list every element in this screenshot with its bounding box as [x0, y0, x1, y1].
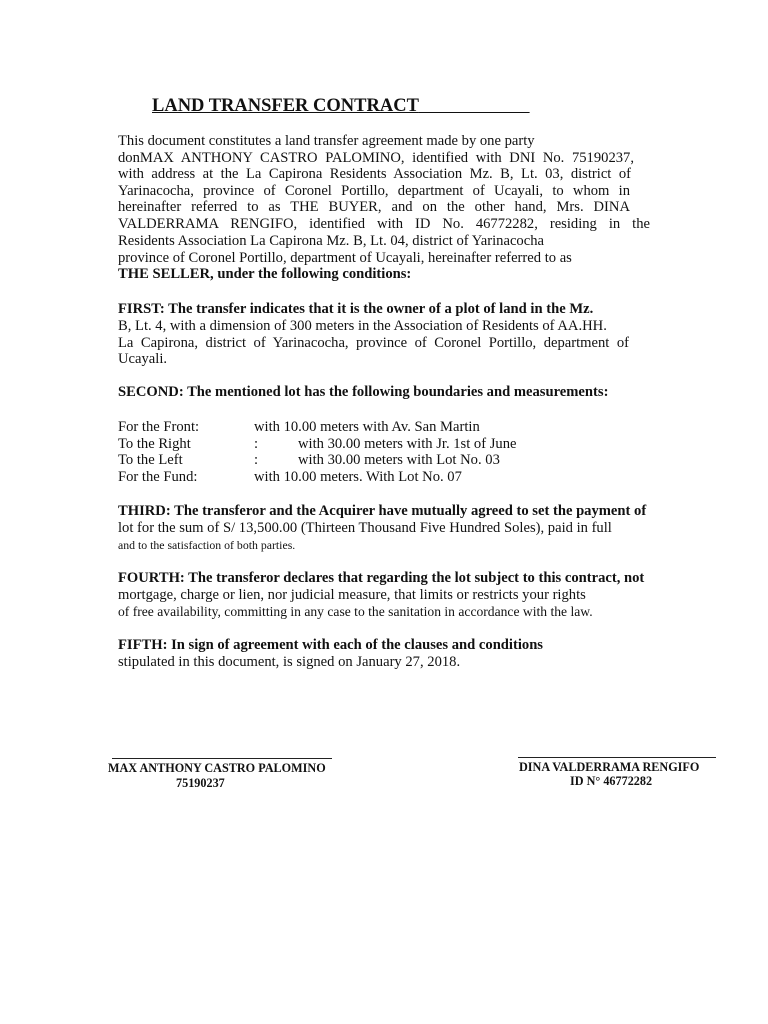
- document-title: LAND TRANSFER CONTRACT: [152, 96, 419, 116]
- intro-line-8: province of Coronel Portillo, department of Ucayali, hereinafter referred to as: [118, 250, 572, 266]
- boundary-value: with 30.00 meters with Jr. 1st of June: [298, 436, 517, 452]
- boundary-label: To the Right: [118, 436, 191, 452]
- clause-second-heading: SECOND: The mentioned lot has the following boundaries and measurements:: [118, 384, 609, 400]
- clause-third-line-3: and to the satisfaction of both parties.: [118, 538, 296, 552]
- boundary-value: with 10.00 meters with Av. San Martin: [254, 419, 480, 435]
- intro-line-6: VALDERRAMA RENGIFO, identified with ID No. 46772282, residing in the: [118, 216, 650, 232]
- intro-line-7: Residents Association La Capirona Mz. B, Lt. 04, district of Yarinacocha: [118, 233, 544, 249]
- buyer-signature-line: [112, 758, 332, 759]
- clause-fourth-heading: FOURTH: The transferor declares that regarding the lot subject to this contract, not: [118, 570, 645, 586]
- boundary-value: with 30.00 meters with Lot No. 03: [298, 452, 500, 468]
- intro-line-4: Yarinacocha, province of Coronel Portillo, department of Ucayali, to whom in: [118, 183, 630, 199]
- clause-third-line-2: lot for the sum of S/ 13,500.00 (Thirteen Thousand Five Hundred Soles), paid in full: [118, 520, 612, 536]
- clause-first-line-4: Ucayali.: [118, 351, 168, 367]
- clause-fifth-heading: FIFTH: In sign of agreement with each of the clauses and conditions: [118, 637, 543, 653]
- clause-first-heading: FIRST: The transfer indicates that it is the owner of a plot of land in the Mz.: [118, 301, 594, 317]
- buyer-id: 75190237: [176, 776, 225, 790]
- intro-line-3: with address at the La Capirona Residents Association Mz. B, Lt. 03, district of: [118, 166, 631, 182]
- intro-line-2: donMAX ANTHONY CASTRO PALOMINO, identified with DNI No. 75190237,: [118, 150, 634, 166]
- clause-fifth-line-2: stipulated in this document, is signed on January 27, 2018.: [118, 654, 461, 670]
- boundary-label: For the Fund:: [118, 469, 198, 485]
- boundary-separator: :: [254, 436, 259, 452]
- intro-line-1: This document constitutes a land transfer agreement made by one party: [118, 133, 535, 149]
- clause-first-line-3: La Capirona, district of Yarinacocha, province of Coronel Portillo, department of: [118, 335, 629, 351]
- seller-name: DINA VALDERRAMA RENGIFO: [519, 760, 700, 774]
- seller-id: ID N° 46772282: [570, 774, 653, 788]
- seller-definition: THE SELLER, under the following conditions:: [118, 266, 412, 282]
- clause-third-heading: THIRD: The transferor and the Acquirer have mutually agreed to set the payment of: [118, 503, 647, 519]
- boundary-separator: :: [254, 452, 259, 468]
- boundary-label: To the Left: [118, 452, 183, 468]
- buyer-name: MAX ANTHONY CASTRO PALOMINO: [108, 761, 326, 775]
- clause-first-line-2: B, Lt. 4, with a dimension of 300 meters in the Association of Residents of AA.HH.: [118, 318, 607, 334]
- seller-signature-line: [518, 757, 716, 758]
- intro-line-5: hereinafter referred to as THE BUYER, and on the other hand, Mrs. DINA: [118, 199, 630, 215]
- boundary-label: For the Front:: [118, 419, 200, 435]
- clause-fourth-line-3: of free availability, committing in any case to the sanitation in accordance with the law.: [118, 604, 593, 619]
- clause-fourth-line-2: mortgage, charge or lien, nor judicial measure, that limits or restricts your rights: [118, 587, 586, 603]
- boundary-value: with 10.00 meters. With Lot No. 07: [254, 469, 462, 485]
